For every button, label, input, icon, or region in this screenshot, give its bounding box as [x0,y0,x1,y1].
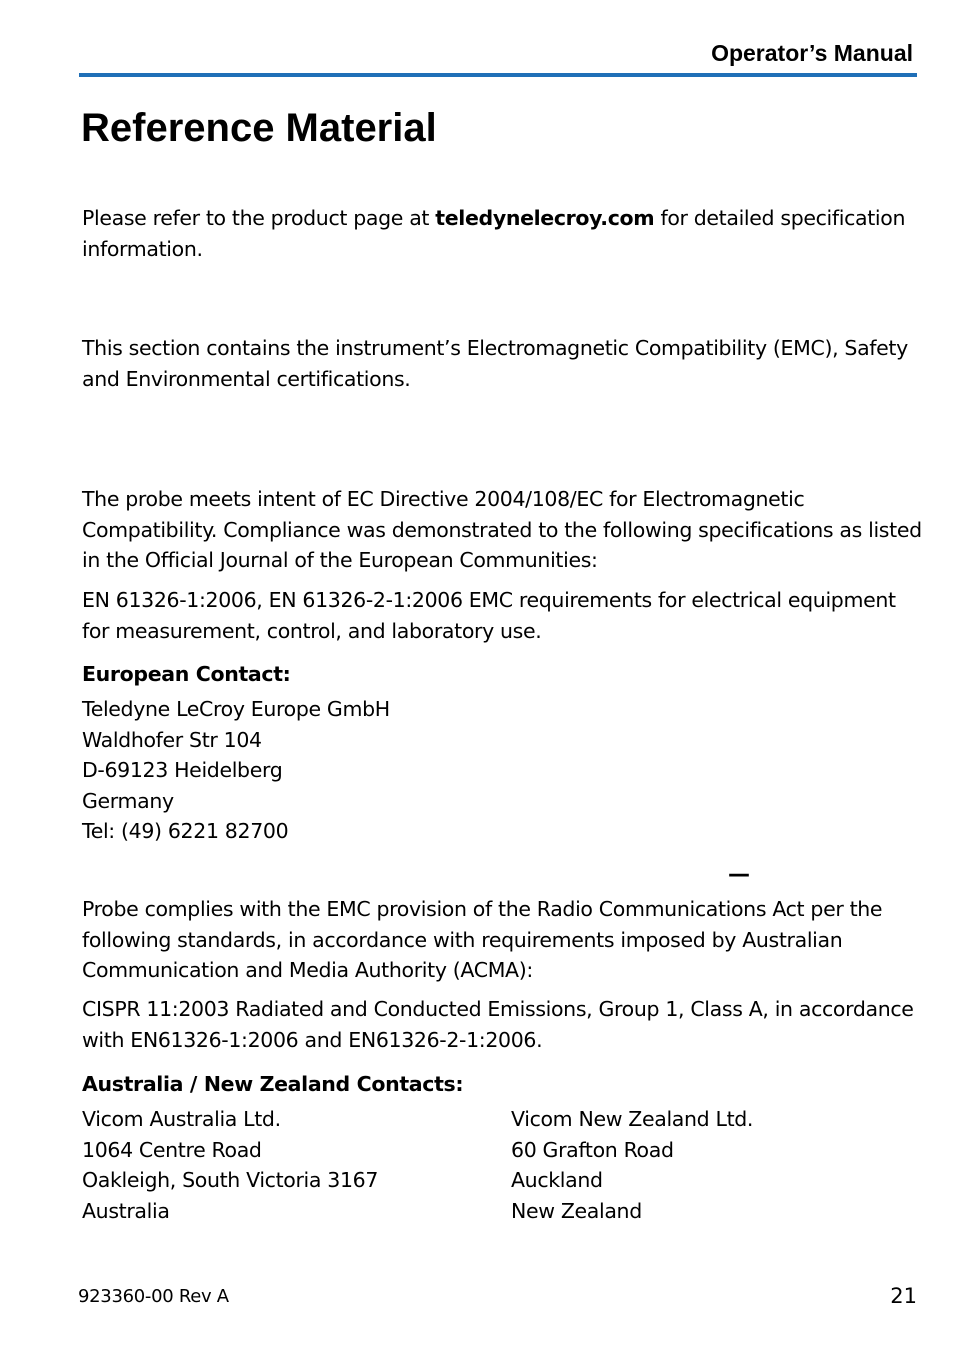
address-line: Waldhofer Str 104 [82,727,262,752]
emc-paragraph-2: EN 61326-1:2006, EN 61326-2-1:2006 EMC requirements for electrical equipment for measurement, control, and laboratory use. [82,588,896,643]
address-line: D-69123 Heidelberg [82,758,283,782]
spec-note [82,203,922,264]
header-title: Operator’s Manual [711,40,913,66]
page-title: Reference Material [81,106,437,150]
certifications-intro: This section contains the instrument’s Electromagnetic Compatibility (EMC), Safety and Environmental certifications. [82,336,908,391]
australia-contact-address [82,1104,502,1226]
address-line: Teledyne LeCroy Europe GmbH [82,697,390,721]
spec-note-before: Please refer to the product page at [82,206,436,230]
website-link[interactable]: teledynelecroy.com [435,206,655,230]
european-contact-heading: European Contact: [82,662,291,686]
address-line: Oakleigh, South Victoria 3167 [82,1168,379,1192]
dash-mark: — [728,862,750,887]
address-line: Australia [82,1198,170,1223]
anz-contacts-heading: Australia / New Zealand Contacts: [82,1072,464,1096]
acma-paragraph-2: CISPR 11:2003 Radiated and Conducted Emissions, Group 1, Class A, in accordance with EN61326-1:2006 and EN61326-2-1:2006. [82,997,914,1052]
footer-page-number: 21 [890,1284,917,1308]
address-line: Germany [82,788,174,813]
address-line: Tel: (49) 6221 82700 [82,819,289,843]
header-rule [79,73,917,77]
emc-paragraph-1: The probe meets intent of EC Directive 2004/108/EC for Electromagnetic Compatibility. Compliance was demonstrated to the following specifications as listed in the Official Journal of the European Communities: [82,487,922,572]
new-zealand-contact-address [511,1104,911,1226]
address-line: Vicom Australia Ltd. [82,1107,281,1131]
footer-doc-id: 923360-00 Rev A [78,1286,229,1307]
european-contact-address [82,694,922,847]
address-line: Vicom New Zealand Ltd. [511,1107,754,1131]
address-line: 1064 Centre Road [82,1137,262,1162]
spec-note-after: for detailed specification information. [82,206,906,261]
address-line: New Zealand [511,1198,642,1223]
address-line: Auckland [511,1168,603,1192]
acma-paragraph-1: Probe complies with the EMC provision of the Radio Communications Act per the following standards, in accordance with requirements imposed by Australian Communication and Media Authority (ACMA): [82,897,883,982]
address-line: 60 Grafton Road [511,1137,674,1162]
